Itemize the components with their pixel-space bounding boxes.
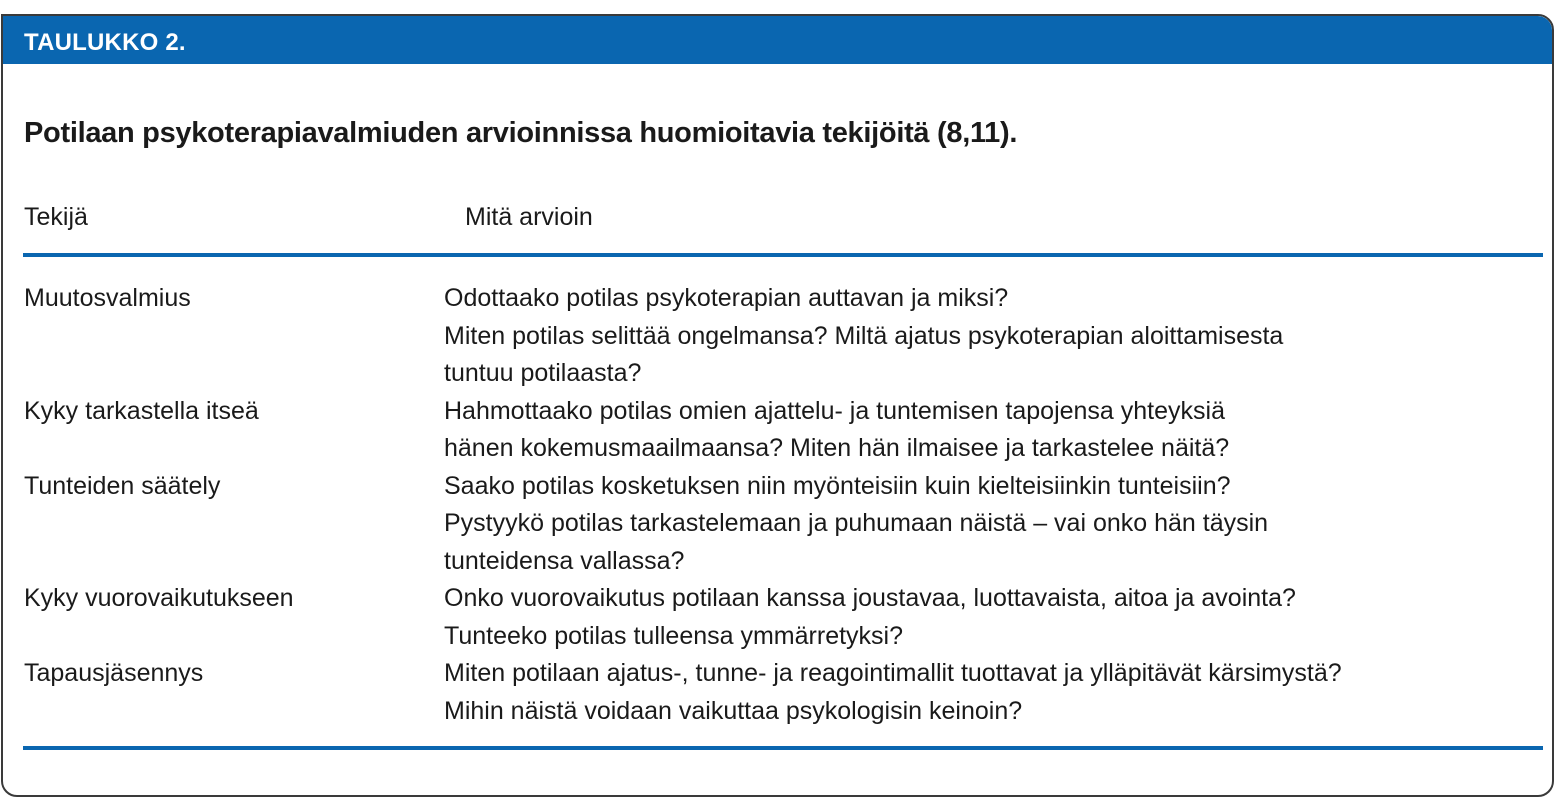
- factor-cell: Muutosvalmius: [24, 284, 191, 312]
- assessment-line: Miten potilaan ajatus-, tunne- ja reagointimallit tuottavat ja ylläpitävät kärsimystä?: [444, 659, 1342, 687]
- column-header-assessment: Mitä arvioin: [465, 203, 593, 231]
- assessment-line: Tunteeko potilas tulleensa ymmärretyksi?: [444, 621, 903, 650]
- assessment-line: Hahmottaako potilas omien ajattelu- ja tuntemisen tapojensa yhteyksiä: [444, 396, 1225, 425]
- factor-cell: Tapausjäsennys: [24, 659, 204, 687]
- assessment-line: hänen kokemusmaailmaansa? Miten hän ilmaisee ja tarkastelee näitä?: [444, 434, 1230, 462]
- table-row: [3, 468, 1552, 581]
- assessment-line: tunteidensa vallassa?: [444, 546, 685, 575]
- table-row: [3, 580, 1552, 655]
- assessment-line: Onko vuorovaikutus potilaan kanssa joustavaa, luottavaista, aitoa ja avointa?: [444, 584, 1296, 612]
- assessment-line: tuntuu potilaasta?: [444, 359, 642, 387]
- assessment-line: Saako potilas kosketuksen niin myönteisiin kuin kielteisiinkin tunteisiin?: [444, 471, 1231, 500]
- assessment-line: Miten potilas selittää ongelmansa? Miltä ajatus psykoterapian aloittamisesta: [444, 321, 1284, 350]
- header-divider: [23, 253, 1543, 257]
- factor-cell: Kyky tarkastella itseä: [24, 396, 259, 425]
- assessment-line: Mihin näistä voidaan vaikuttaa psykologisin keinoin?: [444, 696, 1023, 725]
- assessment-cell: [444, 655, 1552, 730]
- table-row: [3, 655, 1552, 730]
- assessment-cell: [444, 393, 1552, 468]
- table-header-bar: [3, 16, 1552, 64]
- table-frame: [1, 14, 1554, 797]
- table-row: [3, 393, 1552, 468]
- table-title: Potilaan psykoterapiavalmiuden arvioinnissa huomioitavia tekijöitä (8,11).: [24, 117, 1018, 149]
- assessment-cell: [444, 468, 1552, 581]
- table-body: [3, 280, 1552, 730]
- assessment-line: Pystyykö potilas tarkastelemaan ja puhumaan näistä – vai onko hän täysin: [444, 509, 1269, 537]
- factor-cell: Kyky vuorovaikutukseen: [24, 584, 294, 612]
- table-bottom-rule: [23, 746, 1543, 750]
- assessment-cell: [444, 580, 1552, 655]
- assessment-cell: [444, 280, 1552, 393]
- table-number-label: TAULUKKO 2.: [24, 29, 186, 56]
- table-row: [3, 280, 1552, 393]
- factor-cell: Tunteiden säätely: [24, 471, 221, 500]
- assessment-line: Odottaako potilas psykoterapian auttavan ja miksi?: [444, 284, 1009, 312]
- column-header-factor: Tekijä: [24, 203, 88, 231]
